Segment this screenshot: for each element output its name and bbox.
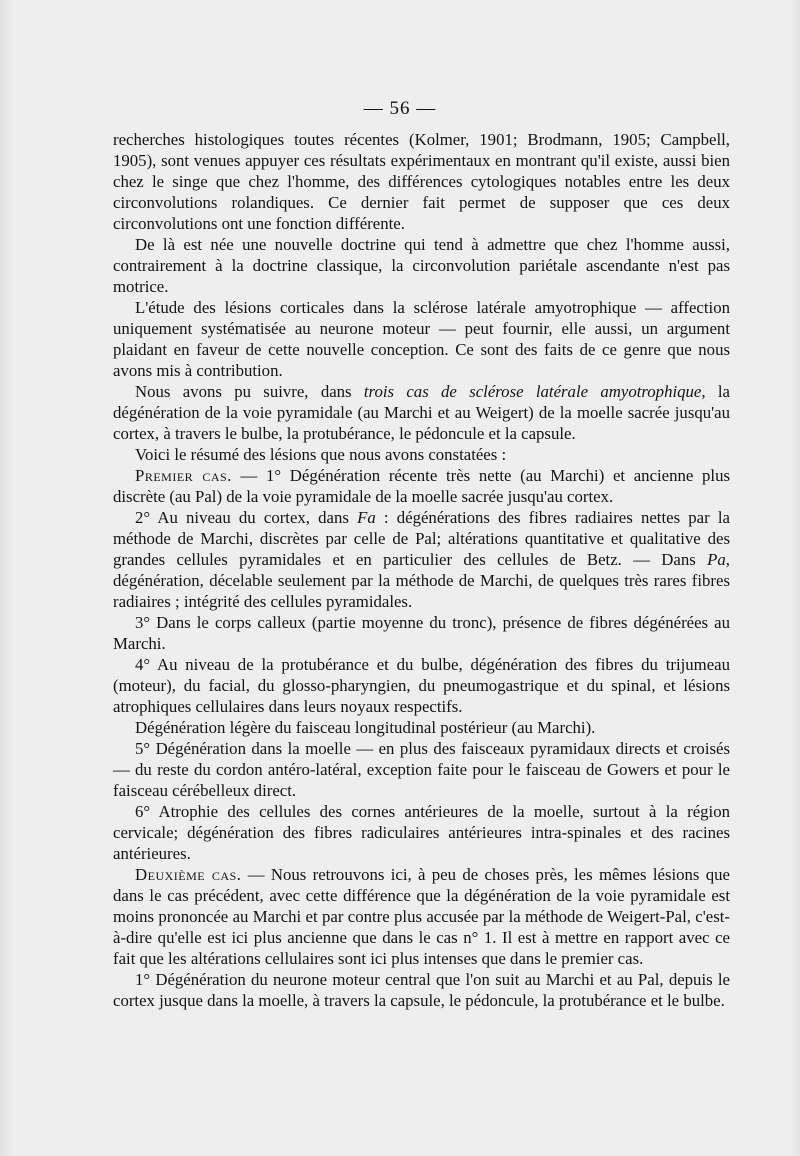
cortex-pa-italic: Pa [707, 550, 726, 569]
paragraph-intro: recherches histologiques toutes récentes (Kolmer, 1901; Brodmann, 1905; Campbell, 1905), sont venues appuyer ces résultats expérimentaux en montrant qu'il existe, aussi bien chez le singe que chez l'homme, des différences cytologiques notables entre les deux circonvolutions rolandiques. Ce dernier fait permet de supposer que ces deux circonvolutions ont une fonction différente. [113, 130, 730, 233]
cortex-text-c: , dégénération, décelable seulement par la méthode de Marchi, de quelques très rares fibres radiaires ; intégrité des cellules pyramidales. [113, 550, 730, 611]
cortex-fa-italic: Fa [357, 508, 376, 527]
paragraph-three-cases [113, 381, 730, 444]
paragraph-motor-neuron: 1° Dégénération du neurone moteur central que l'on suit au Marchi et au Pal, depuis le cortex jusque dans la moelle, à travers la capsule, le pédoncule, la protubérance et le bulbe. [113, 970, 730, 1010]
paragraph-three-cases-text-b: , la dégénération de la voie pyramidale (au Marchi et au Weigert) de la moelle sacrée jusqu'au cortex, à travers le bulbe, la protubérance, le pédoncule et la capsule. [113, 382, 730, 443]
page-number: — 56 — [363, 98, 437, 119]
cortex-text-a: 2° Au niveau du cortex, dans [135, 508, 358, 527]
first-case-text: — 1° Dégénération récente très nette (au Marchi) et ancienne plus discrète (au Pal) de la voie pyramidale de la moelle sacrée jusqu'au cortex. [113, 466, 731, 506]
second-case-text: — Nous retrouvons ici, à peu de choses près, les mêmes lésions que dans le cas précédent, avec cette différence que la dégénération de la voie pyramidale est moins prononcée au Marchi et par contre plus accusée par la méthode de Weigert-Pal, c'est-à-dire qu'elle est ici plus ancienne que dans le cas n° 1. Il est à mettre en rapport avec ce fait que les altérations cellulaires sont ici plus intenses que dans le premier cas. [113, 865, 730, 968]
second-case-label: Deuxième cas. [135, 865, 242, 884]
paragraph-spinal-cord: 5° Dégénération dans la moelle — en plus des faisceaux pyramidaux directs et croisés — du reste du cordon antéro-latéral, exception faite pour le faisceau de Gowers et pour le faisceau cérébelleux direct. [113, 739, 730, 800]
paragraph-cortex-level [113, 507, 730, 612]
paragraph-anterior-horn: 6° Atrophie des cellules des cornes antérieures de la moelle, surtout à la région cervicale; dégénération des fibres radiculaires antérieures intra-spinales et des racines antérieures. [113, 802, 730, 863]
cortex-text-b: : dégénérations des fibres radiaires nettes par la méthode de Marchi, discrètes par celle de Pal; altérations quantitative et qualitative des grandes cellules pyramidales et en particulier des cellules de Betz. — Dans [113, 508, 730, 569]
paragraph-first-case [113, 465, 730, 507]
paragraph-protuberance: 4° Au niveau de la protubérance et du bulbe, dégénération des fibres du trijumeau (moteur), du facial, du glosso-pharyngien, du pneumogastrique et du spinal, et lésions atrophiques cellulaires dans leurs noyaux respectifs. [113, 655, 730, 716]
body-text [113, 129, 730, 1011]
paragraph-summary-intro: Voici le résumé des lésions que nous avons constatées : [135, 445, 507, 464]
paragraph-new-doctrine: De là est née une nouvelle doctrine qui tend à admettre que chez l'homme aussi, contrairement à la doctrine classique, la circonvolution pariétale ascendante n'est pas motrice. [113, 235, 730, 296]
paragraph-cortical-lesions: L'étude des lésions corticales dans la sclérose latérale amyotrophique — affection uniquement systématisée au neurone moteur — peut fournir, elle aussi, un argument plaidant en faveur de cette nouvelle conception. Ce sont des faits de ce genre que nous avons mis à contribution. [113, 298, 730, 380]
paragraph-corpus-callosum: 3° Dans le corps calleux (partie moyenne du tronc), présence de fibres dégénérées au Marchi. [113, 613, 730, 653]
paragraph-three-cases-text-a: Nous avons pu suivre, dans [135, 382, 364, 401]
paragraph-longitudinal-fasciculus: Dégénération légère du faisceau longitudinal postérieur (au Marchi). [135, 718, 596, 737]
paragraph-three-cases-italic: trois cas de sclérose latérale amyotrophique [363, 382, 702, 401]
paragraph-second-case [113, 864, 730, 969]
first-case-label: Premier cas. [135, 466, 232, 485]
